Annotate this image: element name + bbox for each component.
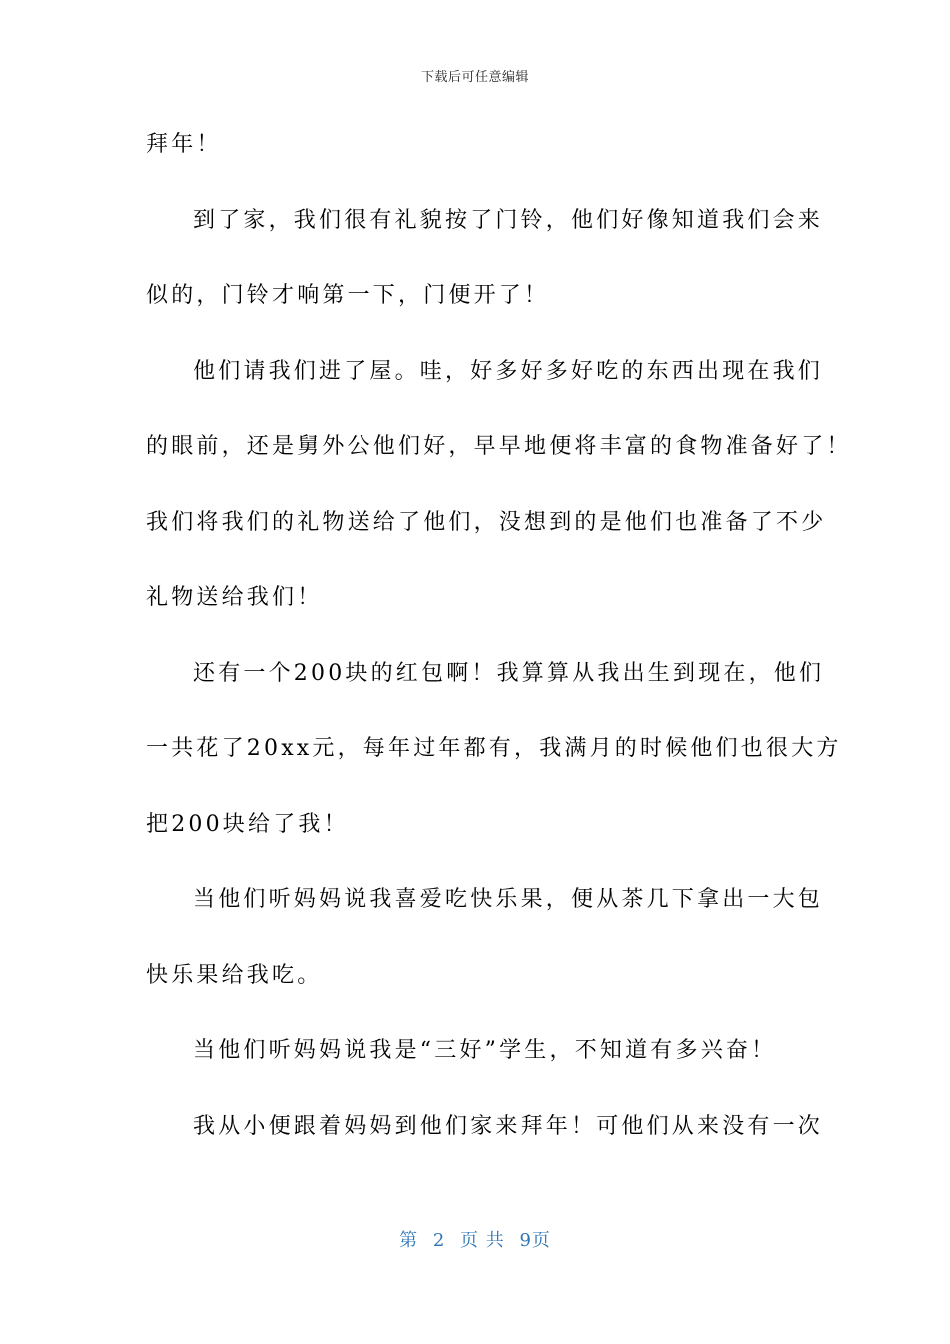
text-line: 把200块给了我！ [146, 811, 349, 837]
footer-prefix: 第 [399, 1230, 419, 1251]
text-line: 礼物送给我们！ [146, 585, 323, 610]
text-line: 的眼前，还是舅外公他们好，早早地便将丰富的食物准备好了！ [146, 434, 852, 459]
document-body [146, 120, 852, 1177]
text-line: 他们请我们进了屋。哇，好多好多好吃的东西出现在我们 [193, 358, 824, 384]
page-footer [0, 1226, 950, 1252]
footer-middle: 页 共 [460, 1230, 505, 1251]
text-line: 我从小便跟着妈妈到他们家来拜年！可他们从来没有一次 [193, 1113, 824, 1139]
text-line: 一共花了20xx元，每年过年都有，我满月的时候他们也很大方 [146, 736, 842, 761]
text-line: 快乐果给我吃。 [146, 962, 323, 988]
text-line: 到了家，我们很有礼貌按了门铃，他们好像知道我们会来 [193, 207, 824, 233]
text-line: 拜年！ [146, 132, 222, 157]
text-line: 当他们听妈妈说我是“三好”学生，不知道有多兴奋！ [193, 1038, 777, 1063]
text-line: 还有一个200块的红包啊！我算算从我出生到现在，他们 [193, 660, 825, 686]
total-pages: 9页 [519, 1230, 551, 1251]
current-page-number: 2 [432, 1230, 446, 1251]
text-line: 似的，门铃才响第一下，门便开了！ [146, 283, 550, 308]
text-line: 我们将我们的礼物送给了他们，没想到的是他们也准备了不少 [146, 509, 827, 535]
page-header: 下载后可任意编辑 [420, 70, 529, 85]
text-line: 当他们听妈妈说我喜爱吃快乐果，便从茶几下拿出一大包 [193, 887, 824, 912]
